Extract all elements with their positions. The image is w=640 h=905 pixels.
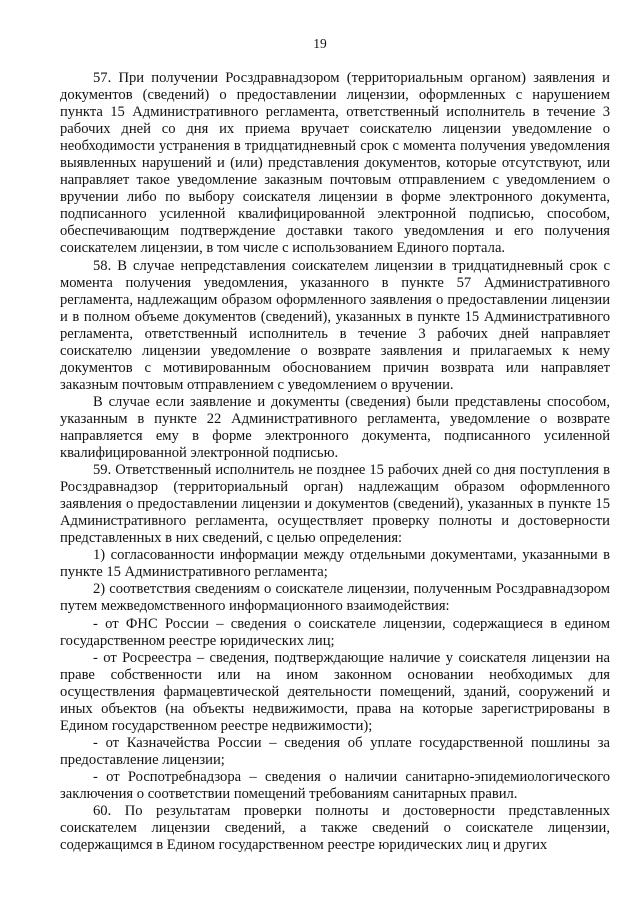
paragraph-57: 57. При получении Росздравнадзором (территориальным органом) заявления и документов (сведений) о предоставлении лицензии, оформленных с нарушением пункта 15 Административного регламента, ответственный исполнитель в течение 3 рабочих дней со дня их приема вручает соискателю лицензии уведомление о необходимости устранения в тридцатидневный срок с момента получения уведомления выявленных нарушений и (или) представления документов, которые отсутствуют, или направляет такое уведомление заказным почтовым отправлением с уведомлением о вручении либо по выбору соискателя лицензии в форме электронного документа, подписанного усиленной квалифицированной электронной подписью, способом, обеспечивающим подтверждение доставки такого уведомления и его получения соискателем лицензии, в том числе с использованием Единого портала.: [60, 70, 610, 257]
paragraph-59: 59. Ответственный исполнитель не позднее 15 рабочих дней со дня поступления в Росздравнадзор (территориальный орган) надлежащим образом оформленного заявления о предоставлении лицензии и документов (сведений), указанных в пункте 15 Административного регламента, осуществляет проверку полноты и достоверности представленных в них сведений, с целью определения:: [60, 462, 610, 547]
paragraph-59-item-2-treasury: - от Казначейства России – сведения об уплате государственной пошлины за предоставление лицензии;: [60, 734, 610, 768]
paragraph-58-continuation: В случае если заявление и документы (сведения) были представлены способом, указанным в пункте 22 Административного регламента, уведомление о возврате направляется ему в форме электронного документа, подписанного усиленной квалифицированной электронной подписью.: [60, 393, 610, 462]
paragraph-59-item-2: 2) соответствия сведениям о соискателе лицензии, полученным Росздравнадзором путем межведомственного информационного взаимодействия:: [60, 581, 610, 615]
document-body: [60, 70, 610, 854]
paragraph-59-item-2-rospotrebnadzor: - от Роспотребнадзора – сведения о наличии санитарно-эпидемиологического заключения о соответствии помещений требованиям санитарных правил.: [60, 768, 610, 802]
paragraph-59-item-1: 1) согласованности информации между отдельными документами, указанными в пункте 15 Административного регламента;: [60, 547, 610, 581]
paragraph-60: 60. По результатам проверки полноты и достоверности представленных соискателем лицензии сведений, а также сведений о соискателе лицензии, содержащимся в Едином государственном реестре юридических лиц и других: [60, 803, 610, 854]
paragraph-59-item-2-rosreestr: - от Росреестра – сведения, подтверждающие наличие у соискателя лицензии на праве собственности или на ином законном основании необходимых для осуществления фармацевтической деятельности помещений, зданий, сооружений и иных объектов (на объекты недвижимости, права на которые зарегистрированы в Едином государственном реестре недвижимости);: [60, 649, 610, 734]
paragraph-58: 58. В случае непредставления соискателем лицензии в тридцатидневный срок с момента получения уведомления, указанного в пункте 57 Административного регламента, надлежащим образом оформленного заявления о предоставлении лицензии и в полном объеме документов (сведений), указанных в пункте 15 Административного регламента, ответственный исполнитель в течение 3 рабочих дней направляет соискателю лицензии уведомление о возврате заявления и прилагаемых к нему документов с мотивированным обоснованием причин возврата или направляет заказным почтовым отправлением с уведомлением о вручении.: [60, 257, 610, 393]
paragraph-59-item-2-fns: - от ФНС России – сведения о соискателе лицензии, содержащиеся в едином государственном реестре юридических лиц;: [60, 615, 610, 649]
page-number: 19: [313, 36, 327, 51]
